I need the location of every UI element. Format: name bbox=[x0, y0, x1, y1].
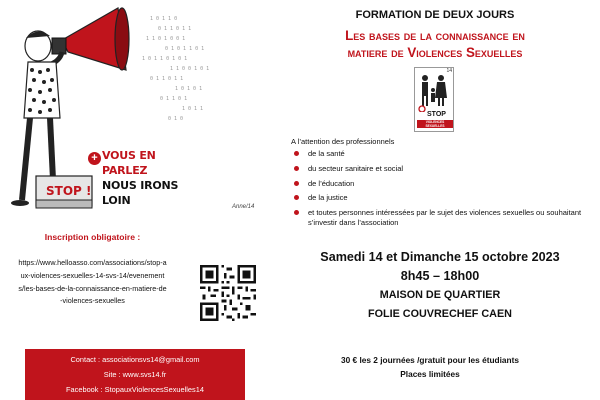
list-item bbox=[291, 193, 591, 203]
contact-facebook[interactable]: Facebook : StopauxViolencesSexuelles14 bbox=[66, 385, 204, 394]
svg-text:1 1 0 0 1 0 1: 1 1 0 0 1 0 1 bbox=[170, 66, 210, 72]
event-date: Samedi 14 et Dimanche 15 octobre 2023 bbox=[320, 250, 560, 264]
slogan-line-2: NOUS IRONS LOIN bbox=[102, 179, 179, 207]
bullet-icon bbox=[294, 151, 299, 156]
audience-list bbox=[291, 149, 591, 229]
contact-box bbox=[25, 349, 245, 400]
logo-number: 14 bbox=[446, 68, 452, 74]
event-time: 8h45 – 18h00 bbox=[400, 269, 480, 283]
svg-text:1 0 1 1 0: 1 0 1 1 0 bbox=[150, 16, 178, 22]
svg-text:1 0 1 1: 1 0 1 1 bbox=[182, 106, 204, 112]
list-item-text: et toutes personnes intéressées par le sujet des violences sexuelles ou souhaitant s’investir dans l’association bbox=[308, 208, 582, 228]
inscription-title: Inscription obligatoire : bbox=[44, 232, 141, 242]
title-line-2: matiere de Violences Sexuelles bbox=[347, 45, 523, 60]
list-item-text: de la santé bbox=[308, 149, 345, 158]
page-title bbox=[280, 27, 590, 61]
qr-code[interactable] bbox=[200, 265, 256, 321]
logo-sub-text: VIOLENCES SEXUELLES bbox=[417, 120, 453, 128]
plus-icon: + bbox=[88, 152, 101, 165]
svg-text:1 0 1 0 1: 1 0 1 0 1 bbox=[175, 86, 203, 92]
event-venue-line-2: FOLIE COUVRECHEF CAEN bbox=[368, 308, 512, 320]
svg-text:0 1 1 0 1: 0 1 1 0 1 bbox=[160, 96, 188, 102]
left-panel bbox=[0, 0, 275, 400]
list-item-text: de la justice bbox=[308, 193, 348, 203]
pricing-block bbox=[280, 353, 580, 381]
slogan-line-1: VOUS EN PARLEZ bbox=[102, 149, 156, 177]
contact-website[interactable]: Site : www.svs14.fr bbox=[103, 370, 167, 379]
list-item bbox=[291, 179, 591, 189]
audience-section bbox=[291, 137, 591, 233]
svg-text:1 0 1 1 0 1 0 1: 1 0 1 1 0 1 0 1 bbox=[142, 56, 188, 62]
bullet-icon bbox=[294, 210, 299, 215]
bullet-icon bbox=[294, 181, 299, 186]
event-details bbox=[280, 248, 600, 324]
inscription-block bbox=[0, 232, 185, 308]
artist-signature: Anne/14 bbox=[232, 204, 255, 210]
svg-text:0 1 1 0 1 1: 0 1 1 0 1 1 bbox=[150, 76, 184, 82]
list-item bbox=[291, 149, 591, 159]
bullet-icon bbox=[294, 195, 299, 200]
stop-sign-text: STOP ! bbox=[46, 184, 92, 198]
family-icon bbox=[415, 72, 453, 112]
svg-text:0 1 0: 0 1 0 bbox=[168, 116, 184, 122]
title-line-1: Les bases de la connaissance en bbox=[345, 28, 525, 43]
list-item-text: de l’éducation bbox=[308, 178, 355, 188]
places-text: Places limitées bbox=[400, 369, 460, 379]
svg-text:0 1 1 0 1 1: 0 1 1 0 1 1 bbox=[158, 26, 192, 32]
training-label: FORMATION DE DEUX JOURS bbox=[355, 9, 515, 21]
contact-email[interactable]: Contact : associationsvs14@gmail.com bbox=[70, 355, 200, 364]
list-item bbox=[291, 164, 591, 174]
list-item bbox=[291, 208, 591, 228]
association-logo bbox=[414, 67, 454, 132]
list-item-text: du secteur sanitaire et social bbox=[308, 163, 404, 173]
event-venue-line-1: MAISON DE QUARTIER bbox=[379, 289, 501, 301]
logo-stop-text: STOP bbox=[427, 111, 446, 118]
svg-text:0 1 0 1 1 0 1: 0 1 0 1 1 0 1 bbox=[165, 46, 205, 52]
audience-intro: A l’attention des professionnels bbox=[291, 137, 395, 146]
svg-text:1 1 0 1 0 0 1: 1 1 0 1 0 0 1 bbox=[146, 36, 186, 42]
inscription-link[interactable]: https://www.helloasso.com/associations/stop-aux-violences-sexuelles-14-svs-14/evenements/les-bases-de-la-connaissance-en-matiere-de-violences-sexuelles bbox=[18, 258, 167, 306]
bullet-icon bbox=[294, 166, 299, 171]
slogan bbox=[92, 148, 202, 208]
price-text: 30 € les 2 journées /gratuit pour les étudiants bbox=[341, 355, 519, 365]
